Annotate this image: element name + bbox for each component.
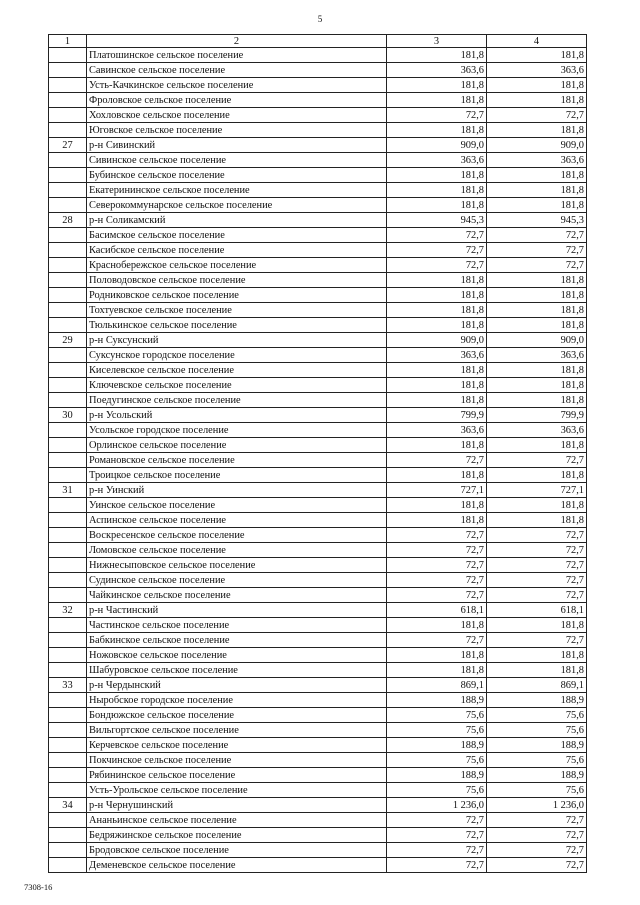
- row-value-col3-cell: 181,8: [387, 438, 487, 453]
- row-number-cell: 29: [49, 333, 87, 348]
- row-value-col3-cell: 181,8: [387, 648, 487, 663]
- table-row: [49, 48, 587, 63]
- table-row: [49, 183, 587, 198]
- row-value-col3-cell: 72,7: [387, 843, 487, 858]
- row-name-cell: Ножовское сельское поселение: [87, 648, 387, 663]
- row-name-cell: Вильгортское сельское поселение: [87, 723, 387, 738]
- row-number-cell: [49, 273, 87, 288]
- row-name-cell: Чайкинское сельское поселение: [87, 588, 387, 603]
- row-value-col3-cell: 75,6: [387, 723, 487, 738]
- row-value-col4-cell: 188,9: [487, 693, 587, 708]
- row-name-cell: Ломовское сельское поселение: [87, 543, 387, 558]
- table-row: [49, 453, 587, 468]
- row-value-col4-cell: 72,7: [487, 633, 587, 648]
- row-value-col3-cell: 181,8: [387, 48, 487, 63]
- row-name-cell: Платошинское сельское поселение: [87, 48, 387, 63]
- row-value-col4-cell: 909,0: [487, 333, 587, 348]
- row-number-cell: [49, 543, 87, 558]
- row-number-cell: [49, 828, 87, 843]
- row-name-cell: Тохтуевское сельское поселение: [87, 303, 387, 318]
- row-value-col3-cell: 72,7: [387, 633, 487, 648]
- row-value-col3-cell: 181,8: [387, 378, 487, 393]
- row-value-col4-cell: 181,8: [487, 303, 587, 318]
- row-number-cell: 27: [49, 138, 87, 153]
- row-value-col4-cell: 181,8: [487, 198, 587, 213]
- table-row: [49, 573, 587, 588]
- row-number-cell: [49, 93, 87, 108]
- row-number-cell: [49, 78, 87, 93]
- row-name-cell: Сивинское сельское поселение: [87, 153, 387, 168]
- district-row: [49, 798, 587, 813]
- row-value-col3-cell: 945,3: [387, 213, 487, 228]
- row-value-col4-cell: 181,8: [487, 168, 587, 183]
- row-name-cell: Поедугинское сельское поселение: [87, 393, 387, 408]
- row-number-cell: [49, 708, 87, 723]
- row-value-col4-cell: 181,8: [487, 93, 587, 108]
- row-name-cell: Керчевское сельское поселение: [87, 738, 387, 753]
- row-number-cell: [49, 753, 87, 768]
- row-value-col4-cell: 72,7: [487, 573, 587, 588]
- row-name-cell: Судинское сельское поселение: [87, 573, 387, 588]
- row-value-col3-cell: 363,6: [387, 63, 487, 78]
- row-value-col3-cell: 188,9: [387, 768, 487, 783]
- row-number-cell: [49, 858, 87, 873]
- row-value-col3-cell: 181,8: [387, 288, 487, 303]
- row-value-col3-cell: 75,6: [387, 753, 487, 768]
- table-row: [49, 363, 587, 378]
- row-name-cell: Нижнесыповское сельское поселение: [87, 558, 387, 573]
- row-name-cell: Романовское сельское поселение: [87, 453, 387, 468]
- row-value-col4-cell: 799,9: [487, 408, 587, 423]
- row-value-col4-cell: 363,6: [487, 423, 587, 438]
- allocation-table: [48, 34, 587, 873]
- row-number-cell: [49, 378, 87, 393]
- row-value-col4-cell: 363,6: [487, 63, 587, 78]
- row-value-col3-cell: 181,8: [387, 303, 487, 318]
- row-name-cell: Савинское сельское поселение: [87, 63, 387, 78]
- row-number-cell: [49, 618, 87, 633]
- row-number-cell: [49, 258, 87, 273]
- row-name-cell: Ключевское сельское поселение: [87, 378, 387, 393]
- row-number-cell: 33: [49, 678, 87, 693]
- row-value-col4-cell: 72,7: [487, 528, 587, 543]
- row-value-col3-cell: 869,1: [387, 678, 487, 693]
- row-name-cell: Екатерининское сельское поселение: [87, 183, 387, 198]
- row-name-cell: р-н Частинский: [87, 603, 387, 618]
- table-row: [49, 153, 587, 168]
- row-value-col3-cell: 72,7: [387, 588, 487, 603]
- row-value-col4-cell: 181,8: [487, 618, 587, 633]
- row-number-cell: [49, 528, 87, 543]
- row-name-cell: Усольское городское поселение: [87, 423, 387, 438]
- table-row: [49, 288, 587, 303]
- row-name-cell: Воскресенское сельское поселение: [87, 528, 387, 543]
- row-name-cell: Половодовское сельское поселение: [87, 273, 387, 288]
- row-number-cell: [49, 588, 87, 603]
- row-value-col3-cell: 188,9: [387, 738, 487, 753]
- row-value-col3-cell: 181,8: [387, 468, 487, 483]
- table-row: [49, 813, 587, 828]
- row-value-col4-cell: 72,7: [487, 453, 587, 468]
- district-row: [49, 483, 587, 498]
- row-name-cell: р-н Соликамский: [87, 213, 387, 228]
- row-value-col3-cell: 75,6: [387, 783, 487, 798]
- row-name-cell: Тюлькинское сельское поселение: [87, 318, 387, 333]
- row-number-cell: [49, 168, 87, 183]
- row-value-col3-cell: 72,7: [387, 813, 487, 828]
- row-number-cell: [49, 453, 87, 468]
- row-number-cell: [49, 723, 87, 738]
- row-number-cell: [49, 513, 87, 528]
- row-value-col4-cell: 72,7: [487, 543, 587, 558]
- table-row: [49, 393, 587, 408]
- row-value-col4-cell: 181,8: [487, 498, 587, 513]
- table-row: [49, 693, 587, 708]
- table-row: [49, 438, 587, 453]
- row-name-cell: Бабкинское сельское поселение: [87, 633, 387, 648]
- table-row: [49, 558, 587, 573]
- row-value-col4-cell: 181,8: [487, 468, 587, 483]
- row-value-col4-cell: 181,8: [487, 78, 587, 93]
- row-value-col3-cell: 363,6: [387, 423, 487, 438]
- row-value-col3-cell: 181,8: [387, 168, 487, 183]
- table-row: [49, 708, 587, 723]
- row-value-col3-cell: 181,8: [387, 618, 487, 633]
- row-value-col4-cell: 72,7: [487, 558, 587, 573]
- table-row: [49, 378, 587, 393]
- row-name-cell: Усть-Урольское сельское поселение: [87, 783, 387, 798]
- row-value-col3-cell: 72,7: [387, 528, 487, 543]
- row-number-cell: 28: [49, 213, 87, 228]
- row-name-cell: р-н Чернушинский: [87, 798, 387, 813]
- row-name-cell: Фроловское сельское поселение: [87, 93, 387, 108]
- table-row: [49, 528, 587, 543]
- row-value-col4-cell: 72,7: [487, 858, 587, 873]
- row-number-cell: [49, 348, 87, 363]
- row-value-col3-cell: 909,0: [387, 138, 487, 153]
- row-name-cell: Бондюжское сельское поселение: [87, 708, 387, 723]
- table-row: [49, 423, 587, 438]
- row-name-cell: Киселевское сельское поселение: [87, 363, 387, 378]
- row-name-cell: Троицкое сельское поселение: [87, 468, 387, 483]
- row-value-col3-cell: 188,9: [387, 693, 487, 708]
- row-value-col4-cell: 75,6: [487, 723, 587, 738]
- table-row: [49, 348, 587, 363]
- row-value-col3-cell: 363,6: [387, 153, 487, 168]
- row-value-col4-cell: 181,8: [487, 378, 587, 393]
- table-row: [49, 108, 587, 123]
- row-value-col3-cell: 72,7: [387, 228, 487, 243]
- row-number-cell: [49, 183, 87, 198]
- row-number-cell: [49, 303, 87, 318]
- table-row: [49, 588, 587, 603]
- row-number-cell: [49, 423, 87, 438]
- row-value-col4-cell: 181,8: [487, 48, 587, 63]
- row-number-cell: [49, 363, 87, 378]
- row-value-col3-cell: 799,9: [387, 408, 487, 423]
- row-number-cell: [49, 288, 87, 303]
- row-value-col3-cell: 181,8: [387, 393, 487, 408]
- row-name-cell: Бедряжинское сельское поселение: [87, 828, 387, 843]
- row-number-cell: [49, 738, 87, 753]
- table-row: [49, 78, 587, 93]
- row-number-cell: [49, 768, 87, 783]
- row-value-col4-cell: 618,1: [487, 603, 587, 618]
- row-name-cell: Бродовское сельское поселение: [87, 843, 387, 858]
- row-name-cell: р-н Усольский: [87, 408, 387, 423]
- row-number-cell: [49, 843, 87, 858]
- row-value-col4-cell: 363,6: [487, 348, 587, 363]
- row-number-cell: [49, 243, 87, 258]
- row-value-col3-cell: 181,8: [387, 123, 487, 138]
- table-row: [49, 228, 587, 243]
- table-row: [49, 63, 587, 78]
- row-value-col3-cell: 72,7: [387, 858, 487, 873]
- table-row: [49, 198, 587, 213]
- row-name-cell: р-н Суксунский: [87, 333, 387, 348]
- table-row: [49, 648, 587, 663]
- header-col-4: 4: [487, 35, 587, 48]
- row-value-col3-cell: 181,8: [387, 363, 487, 378]
- page-number: 5: [317, 14, 323, 24]
- row-number-cell: [49, 783, 87, 798]
- row-name-cell: Усть-Качкинское сельское поселение: [87, 78, 387, 93]
- row-name-cell: р-н Сивинский: [87, 138, 387, 153]
- row-value-col4-cell: 72,7: [487, 813, 587, 828]
- row-number-cell: [49, 633, 87, 648]
- row-value-col4-cell: 188,9: [487, 738, 587, 753]
- row-value-col4-cell: 181,8: [487, 288, 587, 303]
- row-value-col3-cell: 181,8: [387, 273, 487, 288]
- row-value-col3-cell: 181,8: [387, 183, 487, 198]
- row-value-col4-cell: 1 236,0: [487, 798, 587, 813]
- table-row: [49, 828, 587, 843]
- row-name-cell: Ананьинское сельское поселение: [87, 813, 387, 828]
- row-number-cell: [49, 438, 87, 453]
- row-value-col3-cell: 618,1: [387, 603, 487, 618]
- row-number-cell: [49, 108, 87, 123]
- row-value-col4-cell: 188,9: [487, 768, 587, 783]
- row-value-col3-cell: 72,7: [387, 453, 487, 468]
- table-row: [49, 468, 587, 483]
- row-number-cell: [49, 468, 87, 483]
- row-name-cell: Северокоммунарское сельское поселение: [87, 198, 387, 213]
- row-value-col3-cell: 909,0: [387, 333, 487, 348]
- table-row: [49, 273, 587, 288]
- row-name-cell: Частинское сельское поселение: [87, 618, 387, 633]
- row-number-cell: [49, 573, 87, 588]
- header-col-3: 3: [387, 35, 487, 48]
- row-number-cell: [49, 393, 87, 408]
- row-name-cell: Юговское сельское поселение: [87, 123, 387, 138]
- table-row: [49, 843, 587, 858]
- row-value-col3-cell: 181,8: [387, 93, 487, 108]
- table-row: [49, 738, 587, 753]
- table-row: [49, 858, 587, 873]
- table-row: [49, 258, 587, 273]
- row-value-col3-cell: 181,8: [387, 663, 487, 678]
- row-number-cell: 30: [49, 408, 87, 423]
- row-value-col3-cell: 72,7: [387, 828, 487, 843]
- row-name-cell: Хохловское сельское поселение: [87, 108, 387, 123]
- row-number-cell: 32: [49, 603, 87, 618]
- row-name-cell: р-н Чердынский: [87, 678, 387, 693]
- document-code: 7308-16: [24, 882, 53, 892]
- row-value-col4-cell: 72,7: [487, 843, 587, 858]
- row-number-cell: [49, 318, 87, 333]
- row-number-cell: [49, 498, 87, 513]
- row-value-col4-cell: 72,7: [487, 243, 587, 258]
- row-value-col3-cell: 72,7: [387, 258, 487, 273]
- header-col-2: 2: [87, 35, 387, 48]
- table-row: [49, 93, 587, 108]
- row-value-col4-cell: 181,8: [487, 273, 587, 288]
- row-name-cell: Родниковское сельское поселение: [87, 288, 387, 303]
- row-name-cell: Суксунское городское поселение: [87, 348, 387, 363]
- header-col-1: 1: [49, 35, 87, 48]
- row-name-cell: Покчинское сельское поселение: [87, 753, 387, 768]
- table-row: [49, 783, 587, 798]
- district-row: [49, 603, 587, 618]
- row-number-cell: [49, 228, 87, 243]
- table-row: [49, 663, 587, 678]
- row-name-cell: Краснобережское сельское поселение: [87, 258, 387, 273]
- table-row: [49, 753, 587, 768]
- table-row: [49, 498, 587, 513]
- row-number-cell: [49, 648, 87, 663]
- row-number-cell: [49, 63, 87, 78]
- row-value-col3-cell: 363,6: [387, 348, 487, 363]
- row-value-col4-cell: 363,6: [487, 153, 587, 168]
- row-number-cell: [49, 663, 87, 678]
- row-name-cell: Рябининское сельское поселение: [87, 768, 387, 783]
- row-value-col3-cell: 72,7: [387, 543, 487, 558]
- table-row: [49, 768, 587, 783]
- row-number-cell: [49, 693, 87, 708]
- row-value-col3-cell: 72,7: [387, 558, 487, 573]
- table-body: [49, 35, 587, 873]
- row-value-col4-cell: 75,6: [487, 783, 587, 798]
- table-row: [49, 318, 587, 333]
- row-name-cell: р-н Уинский: [87, 483, 387, 498]
- table-row: [49, 633, 587, 648]
- row-value-col3-cell: 72,7: [387, 573, 487, 588]
- row-name-cell: Бубинское сельское поселение: [87, 168, 387, 183]
- table-row: [49, 123, 587, 138]
- row-name-cell: Басимское сельское поселение: [87, 228, 387, 243]
- row-value-col4-cell: 72,7: [487, 108, 587, 123]
- row-value-col4-cell: 72,7: [487, 828, 587, 843]
- row-number-cell: [49, 198, 87, 213]
- row-value-col3-cell: 181,8: [387, 513, 487, 528]
- allocation-table-container: [48, 34, 586, 873]
- row-number-cell: [49, 813, 87, 828]
- row-value-col3-cell: 181,8: [387, 318, 487, 333]
- row-value-col3-cell: 181,8: [387, 78, 487, 93]
- table-row: [49, 303, 587, 318]
- table-row: [49, 543, 587, 558]
- row-value-col4-cell: 181,8: [487, 513, 587, 528]
- row-name-cell: Деменевское сельское поселение: [87, 858, 387, 873]
- table-row: [49, 513, 587, 528]
- row-name-cell: Аспинское сельское поселение: [87, 513, 387, 528]
- row-value-col4-cell: 181,8: [487, 438, 587, 453]
- row-number-cell: [49, 558, 87, 573]
- district-row: [49, 138, 587, 153]
- table-row: [49, 723, 587, 738]
- row-name-cell: Орлинское сельское поселение: [87, 438, 387, 453]
- row-value-col4-cell: 75,6: [487, 708, 587, 723]
- table-header-row: [49, 35, 587, 48]
- row-value-col4-cell: 909,0: [487, 138, 587, 153]
- row-number-cell: [49, 123, 87, 138]
- district-row: [49, 213, 587, 228]
- row-value-col4-cell: 72,7: [487, 258, 587, 273]
- row-value-col3-cell: 727,1: [387, 483, 487, 498]
- district-row: [49, 678, 587, 693]
- row-name-cell: Уинское сельское поселение: [87, 498, 387, 513]
- row-value-col4-cell: 72,7: [487, 228, 587, 243]
- row-number-cell: 31: [49, 483, 87, 498]
- row-value-col4-cell: 181,8: [487, 663, 587, 678]
- row-value-col3-cell: 181,8: [387, 498, 487, 513]
- district-row: [49, 333, 587, 348]
- row-name-cell: Ныробское городское поселение: [87, 693, 387, 708]
- row-value-col4-cell: 181,8: [487, 363, 587, 378]
- row-name-cell: Шабуровское сельское поселение: [87, 663, 387, 678]
- district-row: [49, 408, 587, 423]
- row-number-cell: 34: [49, 798, 87, 813]
- row-value-col4-cell: 181,8: [487, 393, 587, 408]
- row-value-col4-cell: 72,7: [487, 588, 587, 603]
- table-row: [49, 168, 587, 183]
- row-value-col4-cell: 181,8: [487, 183, 587, 198]
- row-number-cell: [49, 153, 87, 168]
- row-value-col3-cell: 72,7: [387, 243, 487, 258]
- row-value-col4-cell: 181,8: [487, 648, 587, 663]
- table-row: [49, 618, 587, 633]
- row-value-col3-cell: 181,8: [387, 198, 487, 213]
- row-value-col4-cell: 945,3: [487, 213, 587, 228]
- row-value-col3-cell: 1 236,0: [387, 798, 487, 813]
- row-value-col4-cell: 869,1: [487, 678, 587, 693]
- table-row: [49, 243, 587, 258]
- row-value-col3-cell: 72,7: [387, 108, 487, 123]
- row-value-col3-cell: 75,6: [387, 708, 487, 723]
- row-value-col4-cell: 181,8: [487, 123, 587, 138]
- row-number-cell: [49, 48, 87, 63]
- row-name-cell: Касибское сельское поселение: [87, 243, 387, 258]
- row-value-col4-cell: 727,1: [487, 483, 587, 498]
- row-value-col4-cell: 75,6: [487, 753, 587, 768]
- row-value-col4-cell: 181,8: [487, 318, 587, 333]
